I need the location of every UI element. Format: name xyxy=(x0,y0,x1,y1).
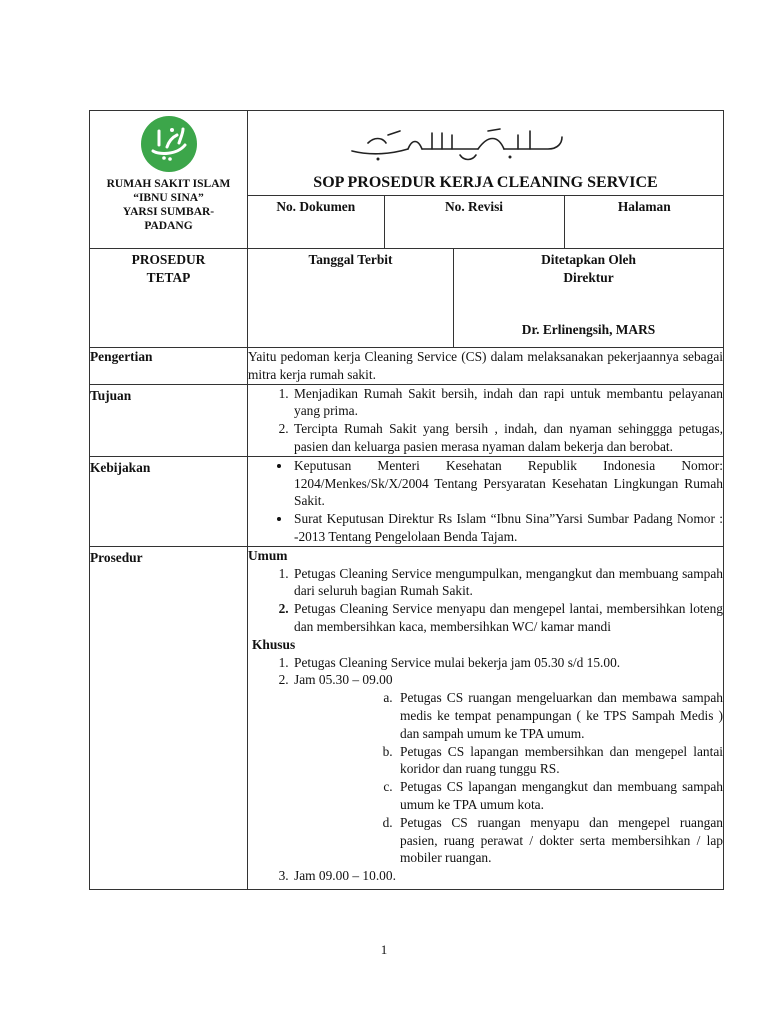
document-title: SOP PROSEDUR KERJA CLEANING SERVICE xyxy=(313,174,658,191)
khusus-heading: Khusus xyxy=(252,636,296,652)
list-item-text: Jam 05.30 – 09.00 xyxy=(294,672,393,688)
pengertian-row xyxy=(90,348,724,385)
list-item xyxy=(292,671,723,689)
page-number: 1 xyxy=(380,942,388,957)
title-cell xyxy=(248,111,724,249)
list-item: b. Petugas CS lapangan membersihkan dan mengepel lantai koridor dan ruang tunggu RS. xyxy=(396,743,723,779)
prosedur-label: Prosedur xyxy=(90,546,248,889)
list-item: 1. Petugas Cleaning Service mulai bekerja jam 05.30 s/d 15.00. xyxy=(292,654,723,672)
kebijakan-row xyxy=(90,456,724,546)
tujuan-label: Tujuan xyxy=(90,384,248,456)
no-dokumen-label: No. Dokumen xyxy=(276,199,356,214)
basmala-calligraphy xyxy=(248,111,723,171)
kebijakan-content xyxy=(248,456,724,546)
list-item: 3. Jam 09.00 – 10.00. xyxy=(292,867,723,885)
logo-cell xyxy=(90,111,248,249)
list-item xyxy=(292,600,723,636)
list-item: a. Petugas CS ruangan mengeluarkan dan membawa sampah medis ke tempat penampungan ( ke TPS Sampah Medis ) dan sampah umum ke TPA umum. xyxy=(396,689,723,742)
director-name: Dr. Erlinengsih, MARS xyxy=(521,321,656,337)
tujuan-content xyxy=(248,384,724,456)
direktur-label: Direktur xyxy=(563,269,614,285)
ditetapkan-oleh-label: Ditetapkan Oleh xyxy=(541,252,636,267)
kebijakan-list xyxy=(248,457,723,546)
list-item: • Keputusan Menteri Kesehatan Republik Indonesia Nomor: 1204/Menkes/Sk/X/2004 Tentang Persyaratan Kesehatan Lingkungan Rumah Sakit. xyxy=(292,457,723,510)
list-item: 1. Petugas Cleaning Service mengumpulkan, mengangkut dan membuang sampah dari seluruh bagian Rumah Sakit. xyxy=(292,565,723,601)
pengertian-label: Pengertian xyxy=(90,348,248,385)
list-item: c. Petugas CS lapangan mengangkut dan membuang sampah umum ke TPA umum kota. xyxy=(396,778,723,814)
list-item-text: Petugas Cleaning Service menyapu dan mengepel lantai, membersihkan loteng dan membersihkan kaca, membersihkan WC/ kamar mandi xyxy=(294,601,723,634)
pengertian-text: Yaitu pedoman kerja Cleaning Service (CS) dalam melaksanakan pekerjaannya sebagai mitra kerja rumah sakit. xyxy=(248,348,724,385)
list-item: 2. Tercipta Rumah Sakit yang bersih , indah, dan nyaman sehinggga petugas, pasien dan keluarga pasien merasa nyaman dalam bekerja dan berobat. xyxy=(292,420,723,456)
hospital-name-line: RUMAH SAKIT ISLAM xyxy=(106,178,231,190)
tanggal-terbit-label: Tanggal Terbit xyxy=(308,252,393,267)
kebijakan-label: Kebijakan xyxy=(90,456,248,546)
meta-row xyxy=(90,249,724,348)
list-item: d. Petugas CS ruangan menyapu dan mengepel ruangan pasien, ruang perawat / dokter serta membersihkan / lap mobiler ruangan. xyxy=(396,814,723,867)
prosedur-content xyxy=(248,546,724,889)
khusus-sub-list xyxy=(248,689,723,867)
hospital-name-line: PADANG xyxy=(144,220,193,232)
tanggal-terbit-cell xyxy=(248,249,454,348)
khusus-list-continued xyxy=(248,867,723,885)
document-info-table xyxy=(248,195,724,248)
khusus-list xyxy=(248,654,723,690)
tujuan-list xyxy=(248,385,723,456)
umum-heading: Umum xyxy=(248,547,288,563)
list-item: • Surat Keputusan Direktur Rs Islam “Ibnu Sina”Yarsi Sumbar Padang Nomor : -2013 Tentang Pengelolaan Benda Tajam. xyxy=(292,510,723,546)
prosedur-tetap-cell xyxy=(90,249,248,348)
prosedur-tetap-line: PROSEDUR xyxy=(131,252,206,267)
umum-list xyxy=(248,565,723,636)
hospital-name xyxy=(90,177,247,233)
no-revisi-label: No. Revisi xyxy=(384,196,564,249)
basmala-calligraphy-icon xyxy=(348,125,568,165)
tujuan-row xyxy=(90,384,724,456)
hospital-name-line: YARSI SUMBAR- xyxy=(122,206,215,218)
list-item: 1. Menjadikan Rumah Sakit bersih, indah dan rapi untuk membantu pelayanan yang prima. xyxy=(292,385,723,421)
header-row xyxy=(90,111,724,249)
sop-table xyxy=(89,110,724,890)
halaman-label: Halaman xyxy=(617,199,671,214)
ditetapkan-cell xyxy=(454,249,724,348)
prosedur-tetap-line: TETAP xyxy=(146,269,191,285)
prosedur-row xyxy=(90,546,724,889)
hospital-name-line: “IBNU SINA” xyxy=(133,192,204,204)
hospital-logo-icon xyxy=(139,115,199,173)
